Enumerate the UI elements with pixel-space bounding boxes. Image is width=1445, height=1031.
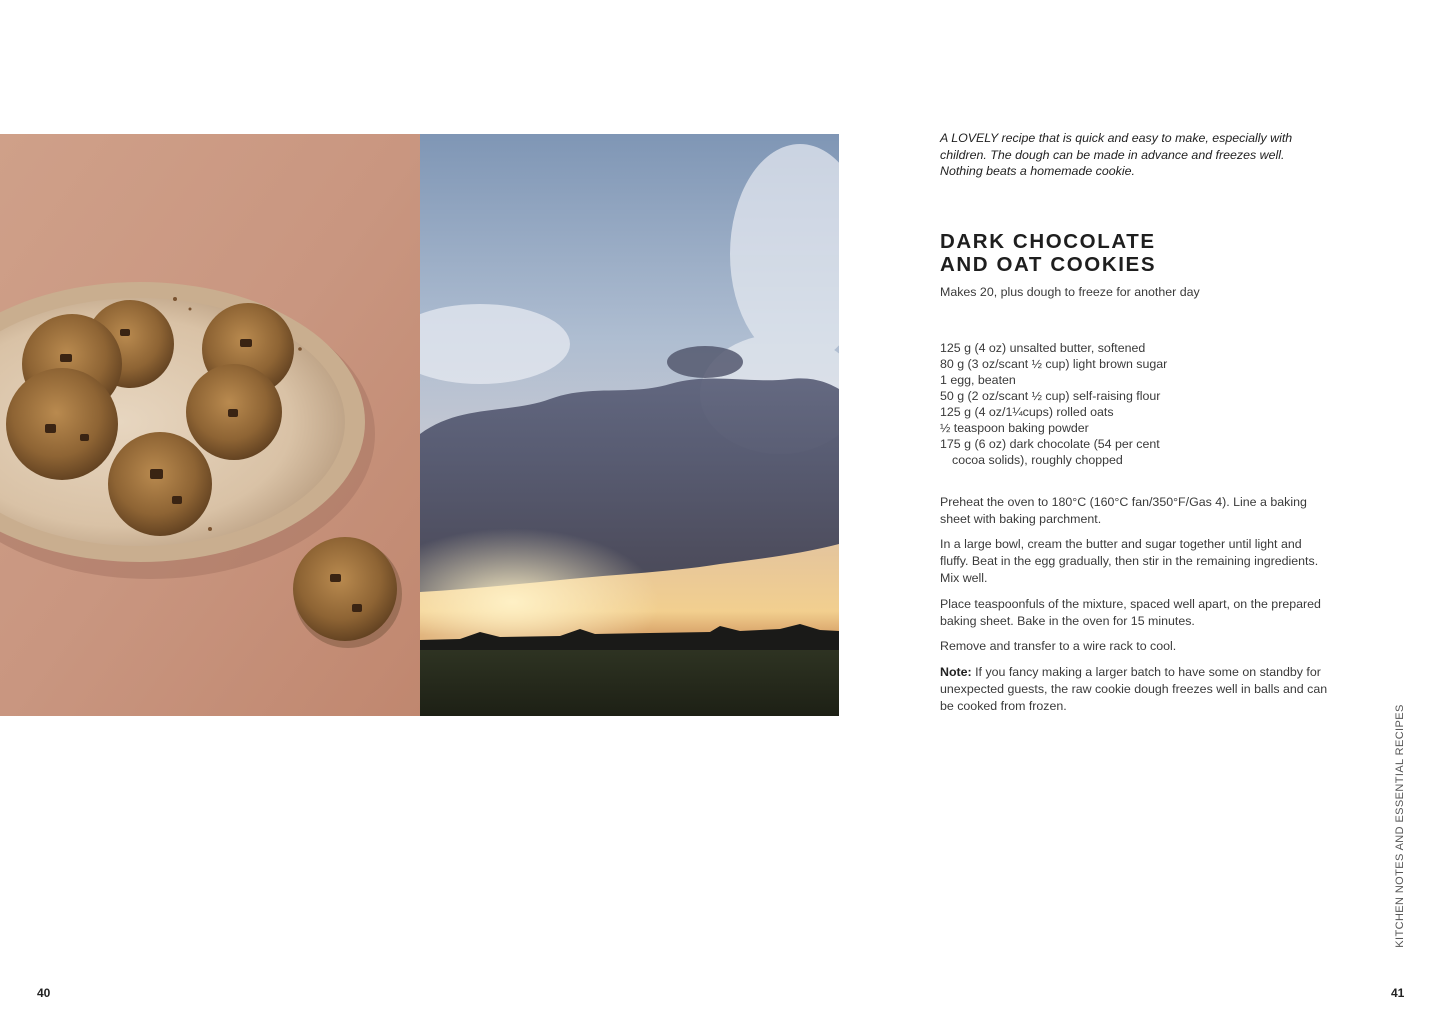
running-head-text: KITCHEN NOTES AND ESSENTIAL RECIPES: [1394, 704, 1406, 948]
note-text: If you fancy making a larger batch to have some on standby for unexpected guests, the raw cookie dough freezes well in balls and can be cooked from frozen.: [940, 664, 1328, 713]
ingredient-item: 80 g (3 oz/scant ½ cup) light brown sugar: [940, 356, 1168, 371]
page-number-right: 41: [1391, 986, 1405, 1000]
method-step: Place teaspoonfuls of the mixture, spaced well apart, on the prepared baking sheet. Bake in the oven for 15 minutes.: [940, 596, 1321, 628]
ingredient-item: 50 g (2 oz/scant ½ cup) self-raising flour: [940, 388, 1161, 403]
ingredient-item: 125 g (4 oz) unsalted butter, softened: [940, 340, 1146, 355]
recipe-title-line-2: AND OAT COOKIES: [940, 252, 1157, 276]
note-label: Note:: [940, 664, 972, 679]
recipe-yield: Makes 20, plus dough to freeze for another day: [940, 284, 1200, 299]
method-step: Preheat the oven to 180°C (160°C fan/350°F/Gas 4). Line a baking sheet with baking parchment.: [940, 494, 1307, 526]
ingredient-item: 125 g (4 oz/1¼cups) rolled oats: [940, 404, 1114, 419]
recipe-column: [940, 130, 1330, 723]
method-step: In a large bowl, cream the butter and sugar together until light and fluffy. Beat in the egg gradually, then stir in the remaining ingredients. Mix well.: [940, 537, 1319, 585]
method-step: Remove and transfer to a wire rack to cool.: [940, 639, 1177, 653]
ingredient-list: [940, 340, 1330, 468]
recipe-title: [940, 230, 1330, 276]
cookies-photo: [0, 134, 420, 716]
recipe-intro: A LOVELY recipe that is quick and easy to make, especially with children. The dough can be made in advance and freezes well. Nothing beats a homemade cookie.: [940, 131, 1293, 178]
recipe-note: [940, 664, 1330, 715]
page-number-left: 40: [37, 986, 51, 1000]
ingredient-item: ½ teaspoon baking powder: [940, 420, 1089, 435]
ingredient-item: 175 g (6 oz) dark chocolate (54 per cent: [940, 436, 1160, 451]
method-section: [940, 494, 1330, 715]
recipe-title-line-1: DARK CHOCOLATE: [940, 229, 1156, 253]
ingredient-item: 1 egg, beaten: [940, 372, 1016, 387]
sunset-sky-photo: [420, 134, 839, 716]
ingredient-item-continuation: cocoa solids), roughly chopped: [952, 452, 1123, 467]
